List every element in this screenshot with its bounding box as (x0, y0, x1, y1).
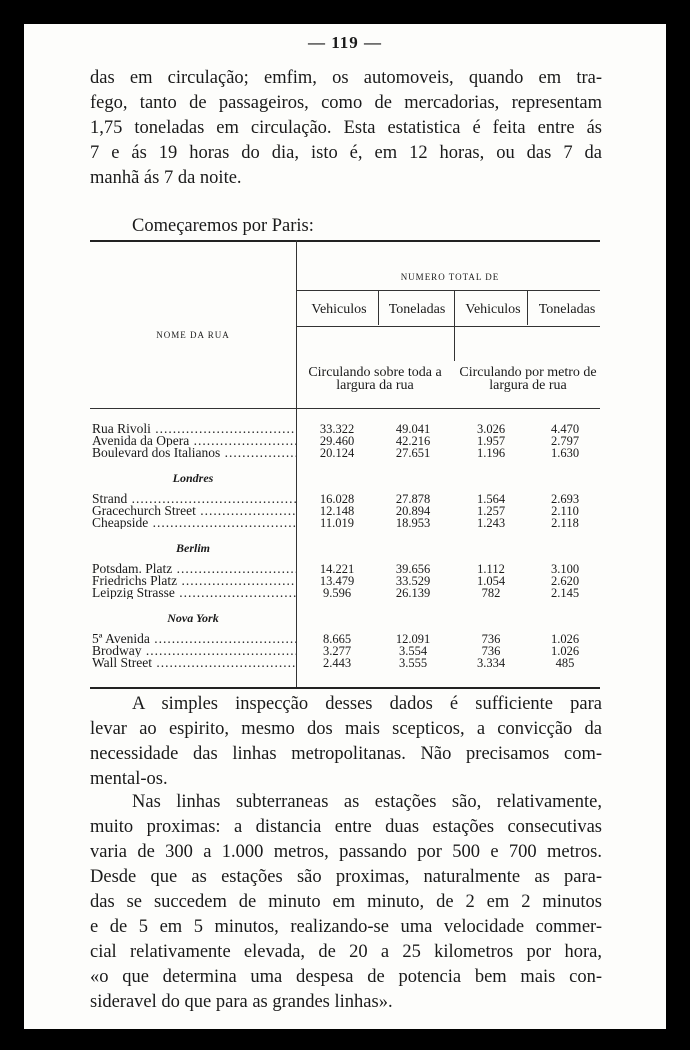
table-cell: 42.216 (395, 434, 431, 448)
table-cell: 8.665 (322, 632, 352, 646)
city-heading: Londres (172, 471, 214, 485)
col-label-tons-1: Toneladas (388, 302, 446, 317)
table-cell: 2.693 (550, 492, 580, 506)
text-line: Nas linhas subterraneas as estações são, relativamente, (132, 792, 602, 812)
text-line: muito proximas: a distancia entre duas estações consecutivas (90, 817, 602, 837)
table-cell: 3.555 (398, 656, 428, 670)
body-rule (90, 408, 600, 409)
table-cell: 2.118 (551, 516, 579, 530)
street-name: Leipzig Strasse ..... (92, 587, 296, 599)
table-cell: 1.630 (550, 446, 580, 460)
table-cell: 782 (481, 586, 501, 600)
table-cell: 485 (555, 656, 575, 670)
street-name: Gracechurch Street ..... (92, 505, 296, 517)
text-line: sideravel do que para as grandes linhas». (90, 992, 393, 1012)
text-line: e de 5 em 5 minutos, realizando-se uma velocidade commer- (90, 917, 602, 937)
table-cell: 20.124 (319, 446, 355, 460)
page-number: — 119 — (307, 33, 383, 52)
street-name: Potsdam. Platz ..... (92, 563, 296, 575)
text-line: das em circulação; emfim, os automoveis, quando em tra- (90, 68, 602, 88)
table-cell: 27.878 (395, 492, 431, 506)
table-cell: 1.957 (476, 434, 506, 448)
header-rule (296, 290, 600, 291)
table-row (90, 517, 600, 529)
header-total: NUMERO TOTAL DE (400, 272, 500, 282)
table-cell: 1.054 (476, 574, 506, 588)
col-rule (378, 291, 379, 325)
table-cell: 33.322 (319, 422, 355, 436)
text-line: cial relativamente elevada, de 20 a 25 kilometros por hora, (90, 942, 602, 962)
text-line: fego, tanto de passageiros, como de mercadorias, representam (90, 93, 602, 113)
span-label-per-metre: Circulando por metro de largura de rua (459, 365, 597, 393)
street-name: 5ª Avenida ..... (92, 633, 296, 645)
text-line: «o que determina uma despesa de potencia bem mais con- (90, 967, 602, 987)
paragraph-mid-1 (90, 692, 602, 792)
text-line: levar ao espirito, mesmo dos mais scepticos, a convicção da (90, 719, 602, 739)
table-cell: 1.243 (476, 516, 506, 530)
text-line: varia de 300 a 1.000 metros, passando por 500 e 700 metros. (90, 842, 602, 862)
table-cell: 49.041 (395, 422, 431, 436)
street-name: Friedrichs Platz ..... (92, 575, 296, 587)
text-line: mental-os. (90, 769, 168, 789)
street-name: Wall Street ..... (92, 657, 296, 669)
table-cell: 2.443 (322, 656, 352, 670)
text-line: A simples inspecção desses dados é sufficiente para (132, 694, 602, 714)
street-name: Rua Rivoli ..... (92, 423, 296, 435)
span-label-width: Circulando sobre toda a largura da rua (308, 365, 442, 393)
text-line: Desde que as estações são proximas, naturalmente as para- (90, 867, 602, 887)
table-bottom-rule (90, 687, 600, 689)
table-cell: 2.620 (550, 574, 580, 588)
col-label-vehicles-2: Vehiculos (465, 302, 521, 317)
intro-line (132, 214, 644, 239)
table-cell: 3.100 (550, 562, 580, 576)
street-name: Cheapside ..... (92, 517, 296, 529)
table-cell: 3.334 (476, 656, 506, 670)
table-cell: 1.257 (476, 504, 506, 518)
table-cell: 1.196 (476, 446, 506, 460)
col-label-vehicles-1: Vehiculos (311, 302, 367, 317)
table-cell: 13.479 (319, 574, 355, 588)
city-heading: Berlim (175, 541, 210, 555)
table-cell: 1.564 (476, 492, 506, 506)
table-row (90, 657, 600, 669)
table-cell: 2.110 (551, 504, 579, 518)
table-cell: 1.026 (550, 644, 580, 658)
table-cell: 39.656 (395, 562, 431, 576)
table-cell: 3.554 (398, 644, 428, 658)
text-line: 7 e ás 19 horas do dia, isto é, em 12 horas, ou das 7 da (90, 143, 602, 163)
col-rule (527, 291, 528, 325)
paragraph-top (90, 66, 602, 191)
traffic-table (90, 240, 600, 692)
street-name: Avenida da Opera ..... (92, 435, 296, 447)
table-cell: 1.112 (477, 562, 505, 576)
subheader-rule (296, 326, 600, 327)
paragraph-mid-2 (90, 790, 602, 1015)
table-cell: 4.470 (550, 422, 580, 436)
table-cell: 11.019 (320, 516, 354, 530)
street-name: Strand ..... (92, 493, 296, 505)
text-line: necessidade das linhas metropolitanas. Não precisamos com- (90, 744, 602, 764)
name-column-rule (296, 240, 297, 687)
table-cell: 3.026 (476, 422, 506, 436)
table-cell: 18.953 (395, 516, 431, 530)
text-line: 1,75 toneladas em circulação. Esta estatistica é feita entre ás (90, 118, 602, 138)
table-row (90, 447, 600, 459)
col-label-tons-2: Toneladas (538, 302, 596, 317)
table-cell: 16.028 (319, 492, 355, 506)
table-cell: 1.026 (550, 632, 580, 646)
table-cell: 33.529 (395, 574, 431, 588)
table-cell: 736 (481, 632, 501, 646)
city-heading: Nova York (167, 611, 219, 625)
street-name: Boulevard dos Italianos ..... (92, 447, 296, 459)
street-name: Brodway ..... (92, 645, 296, 657)
table-top-rule (90, 240, 600, 242)
table-cell: 12.091 (395, 632, 431, 646)
table-cell: 9.596 (322, 586, 352, 600)
table-cell: 27.651 (395, 446, 431, 460)
table-row (90, 587, 600, 599)
table-cell: 14.221 (319, 562, 355, 576)
table-cell: 2.797 (550, 434, 580, 448)
text-line: das se succedem de minuto em minuto, de 2 em 2 minutos (90, 892, 602, 912)
table-cell: 3.277 (322, 644, 352, 658)
table-cell: 12.148 (319, 504, 355, 518)
table-cell: 20.894 (395, 504, 431, 518)
table-cell: 29.460 (319, 434, 355, 448)
book-page (24, 24, 666, 1029)
table-cell: 26.139 (395, 586, 431, 600)
text-line: Começaremos por Paris: (132, 216, 314, 236)
table-cell: 736 (481, 644, 501, 658)
table-cell: 2.145 (550, 586, 580, 600)
text-line: manhã ás 7 da noite. (90, 168, 242, 188)
header-name: NOME DA RUA (156, 330, 230, 340)
